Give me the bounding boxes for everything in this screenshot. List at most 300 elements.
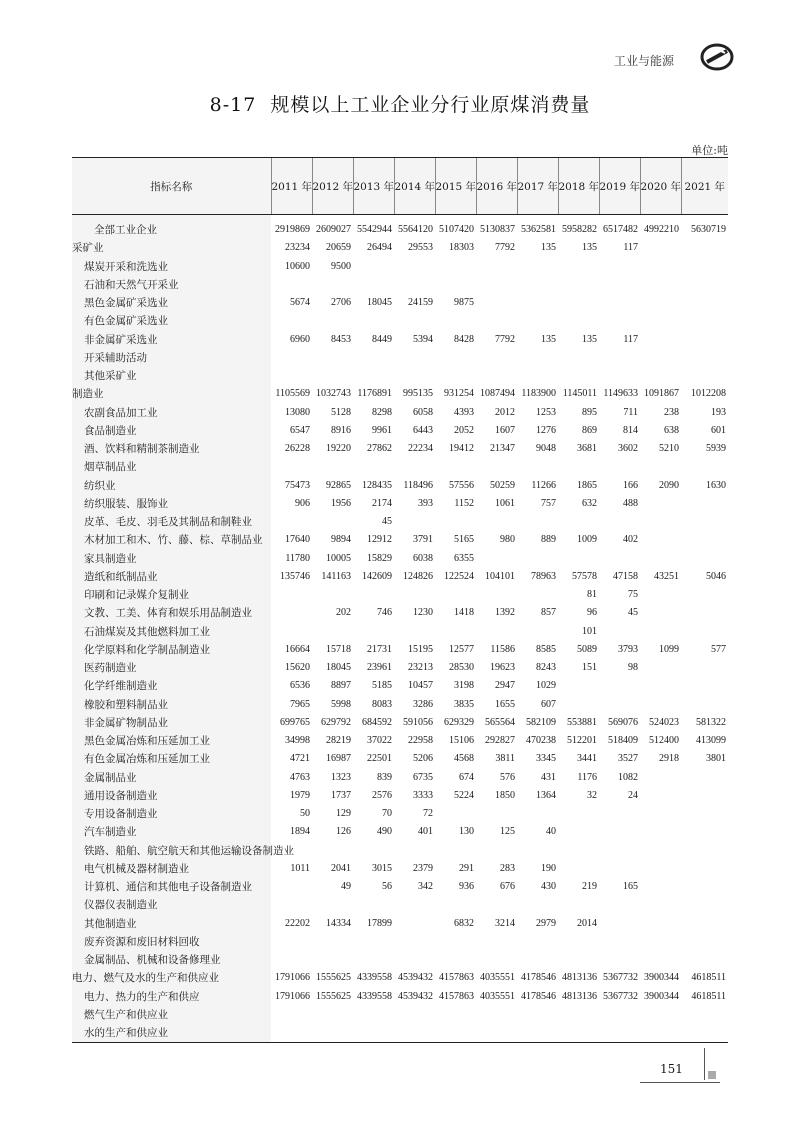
column-header-year: 2018 年	[558, 158, 599, 215]
table-cell: 1418	[454, 607, 474, 619]
table-cell: 18045	[367, 297, 392, 308]
table-cell: 2014	[577, 917, 597, 929]
table-cell: 3900344	[644, 972, 679, 984]
table-cell	[435, 367, 476, 385]
table-cell	[558, 696, 599, 714]
table-cell: 512400	[649, 735, 679, 746]
table-cell	[435, 842, 476, 860]
table-cell: 3793	[618, 643, 638, 655]
table-cell	[640, 276, 681, 294]
table-cell: 2576	[372, 789, 392, 801]
table-cell	[517, 367, 558, 385]
row-label: 电气机械及器材制造业	[72, 860, 271, 878]
table-cell: 26228	[285, 443, 310, 454]
table-row	[72, 294, 728, 312]
table-cell: 7792	[495, 333, 515, 345]
row-label: 非金属矿采选业	[72, 331, 271, 349]
table-cell	[517, 805, 558, 823]
table-cell	[271, 623, 312, 641]
table-cell	[640, 842, 681, 860]
column-header-year: 2019 年	[599, 158, 640, 215]
table-row	[72, 604, 728, 622]
table-cell	[640, 878, 681, 896]
table-cell: 22202	[285, 917, 310, 929]
table-cell: 524023	[649, 716, 679, 728]
table-cell: 202	[336, 607, 351, 619]
table-cell: 5939	[706, 443, 726, 454]
table-cell	[271, 604, 312, 622]
table-cell: 22234	[408, 443, 433, 454]
table-cell: 135	[582, 242, 597, 254]
table-cell	[312, 842, 353, 860]
table-cell	[640, 1006, 681, 1024]
table-cell	[476, 805, 517, 823]
table-cell: 869	[582, 424, 597, 436]
table-cell: 2052	[454, 424, 474, 436]
table-cell	[640, 349, 681, 367]
table-row	[72, 896, 728, 914]
table-cell: 28219	[326, 735, 351, 746]
table-cell	[558, 1024, 599, 1042]
table-cell	[353, 896, 394, 914]
table-cell: 2012	[495, 406, 515, 418]
table-number: 8-17	[209, 94, 257, 116]
table-cell	[435, 623, 476, 641]
table-cell: 980	[500, 534, 515, 546]
table-cell: 1323	[331, 771, 351, 783]
table-cell	[312, 1024, 353, 1042]
table-cell	[312, 276, 353, 294]
table-cell	[517, 276, 558, 294]
table-cell	[517, 312, 558, 330]
row-label: 文教、工美、体育和娱乐用品制造业	[72, 604, 271, 622]
table-cell	[517, 1006, 558, 1024]
table-cell: 581322	[696, 716, 726, 728]
table-cell	[312, 951, 353, 969]
table-cell: 4618511	[691, 990, 726, 1002]
table-cell	[435, 1006, 476, 1024]
table-cell	[640, 312, 681, 330]
table-cell: 1183900	[521, 388, 556, 400]
table-cell	[681, 805, 728, 823]
table-cell	[640, 933, 681, 951]
table-cell: 5224	[454, 789, 474, 801]
table-cell: 8916	[331, 424, 351, 436]
table-cell	[394, 896, 435, 914]
table-cell: 4721	[290, 753, 310, 765]
table-cell	[681, 1006, 728, 1024]
table-cell: 699765	[280, 716, 310, 728]
table-cell: 3198	[454, 680, 474, 692]
table-cell: 684592	[362, 716, 392, 728]
row-label: 纺织服装、服饰业	[72, 495, 271, 513]
table-cell	[435, 1024, 476, 1042]
table-cell: 17640	[285, 534, 310, 546]
table-cell: 632	[582, 497, 597, 509]
table-cell: 15106	[449, 735, 474, 746]
table-cell	[681, 458, 728, 476]
table-cell	[394, 1006, 435, 1024]
table-cell	[681, 294, 728, 312]
table-row	[72, 331, 728, 349]
row-label: 铁路、船舶、航空航天和其他运输设备制造业	[72, 842, 271, 860]
row-label: 通用设备制造业	[72, 787, 271, 805]
table-cell: 3345	[536, 753, 556, 765]
table-cell	[394, 458, 435, 476]
table-cell	[599, 1006, 640, 1024]
table-cell: 8897	[331, 680, 351, 692]
table-cell	[599, 1024, 640, 1042]
table-cell	[640, 696, 681, 714]
table-cell: 591056	[403, 716, 433, 728]
table-row	[72, 349, 728, 367]
table-cell: 553881	[567, 716, 597, 728]
table-cell	[558, 258, 599, 276]
table-cell: 283	[500, 862, 515, 874]
table-row	[72, 531, 728, 549]
table-header-row	[72, 158, 728, 215]
table-cell: 5165	[454, 534, 474, 546]
table-cell: 1087494	[480, 388, 515, 400]
table-cell: 3441	[577, 753, 597, 765]
section-header: 工业与能源	[614, 54, 675, 68]
table-cell	[312, 367, 353, 385]
table-cell	[394, 951, 435, 969]
table-row	[72, 787, 728, 805]
table-cell	[599, 805, 640, 823]
table-cell	[640, 495, 681, 513]
table-cell	[558, 550, 599, 568]
column-header-year: 2015 年	[435, 158, 476, 215]
table-cell	[394, 586, 435, 604]
table-cell: 5367732	[603, 972, 638, 984]
table-cell: 839	[377, 771, 392, 783]
table-cell: 126	[336, 826, 351, 838]
table-cell	[476, 367, 517, 385]
table-cell	[599, 367, 640, 385]
table-cell: 2609027	[316, 224, 351, 235]
table-row	[72, 969, 728, 987]
table-cell	[476, 1024, 517, 1042]
table-cell: 1149633	[603, 388, 638, 400]
table-cell: 49	[341, 881, 351, 892]
table-cell: 28530	[449, 662, 474, 673]
table-cell	[640, 659, 681, 677]
table-cell: 1029	[536, 680, 556, 692]
table-cell: 117	[623, 333, 638, 345]
row-label: 化学纤维制造业	[72, 677, 271, 695]
table-cell	[476, 933, 517, 951]
table-cell	[558, 458, 599, 476]
column-header-year: 2016 年	[476, 158, 517, 215]
table-cell: 577	[711, 643, 726, 655]
table-cell: 291	[459, 862, 474, 874]
table-cell	[435, 586, 476, 604]
table-cell	[476, 1006, 517, 1024]
table-cell: 711	[623, 406, 638, 418]
table-cell: 32	[587, 789, 597, 801]
table-cell: 470238	[526, 735, 556, 746]
table-cell	[640, 915, 681, 933]
table-row	[72, 915, 728, 933]
table-cell	[558, 842, 599, 860]
column-header-year: 2021 年	[681, 158, 728, 215]
table-cell	[435, 276, 476, 294]
table-cell	[476, 513, 517, 531]
table-cell: 165	[623, 881, 638, 892]
table-cell: 57578	[572, 570, 597, 582]
table-cell	[640, 604, 681, 622]
column-header-year: 2011 年	[271, 158, 312, 215]
table-row	[72, 367, 728, 385]
table-cell: 50259	[490, 479, 515, 491]
table-cell: 15829	[367, 552, 392, 564]
table-cell: 1032743	[316, 388, 351, 400]
table-cell: 125	[500, 826, 515, 838]
table-title: 规模以上工业企业分行业原煤消费量	[270, 94, 591, 116]
row-label: 有色金属冶炼和压延加工业	[72, 750, 271, 768]
table-cell: 5206	[413, 753, 433, 765]
table-cell	[435, 933, 476, 951]
table-cell: 29553	[408, 242, 433, 254]
table-cell: 8428	[454, 333, 474, 345]
table-cell: 4539432	[398, 972, 433, 984]
row-label: 制造业	[72, 385, 271, 403]
table-cell: 5542944	[357, 224, 392, 235]
table-cell: 6832	[454, 917, 474, 929]
table-cell	[558, 823, 599, 841]
table-cell: 104101	[485, 570, 515, 582]
table-cell: 1011	[290, 862, 310, 874]
table-cell: 5107420	[439, 224, 474, 235]
row-label: 仪器仪表制造业	[72, 896, 271, 914]
table-row	[72, 677, 728, 695]
table-cell: 5046	[706, 570, 726, 582]
table-cell: 11586	[490, 643, 515, 655]
table-cell: 166	[623, 479, 638, 491]
table-cell	[312, 933, 353, 951]
table-cell: 15718	[326, 643, 351, 655]
table-cell	[640, 860, 681, 878]
table-row	[72, 769, 728, 787]
table-cell: 4157863	[439, 972, 474, 984]
table-cell: 1555625	[316, 990, 351, 1002]
table-cell	[517, 294, 558, 312]
table-cell: 142609	[362, 570, 392, 582]
table-cell	[640, 294, 681, 312]
table-cell: 857	[541, 607, 556, 619]
table-cell: 72	[423, 808, 433, 819]
table-cell: 1105569	[275, 388, 310, 400]
table-cell: 8449	[372, 333, 392, 345]
table-cell	[681, 276, 728, 294]
table-cell: 19220	[326, 443, 351, 454]
table-cell: 6735	[413, 771, 433, 783]
table-cell: 219	[582, 881, 597, 892]
table-cell	[558, 276, 599, 294]
table-cell: 3801	[706, 753, 726, 765]
row-label: 其他制造业	[72, 915, 271, 933]
table-cell: 5394	[413, 333, 433, 345]
table-cell: 24159	[408, 297, 433, 308]
table-cell: 5362581	[521, 224, 556, 235]
table-cell	[517, 933, 558, 951]
table-cell	[640, 367, 681, 385]
table-cell: 75	[628, 589, 638, 600]
row-label: 电力、燃气及水的生产和供应业	[72, 969, 271, 987]
table-cell: 4813136	[562, 990, 597, 1002]
table-cell	[517, 842, 558, 860]
table-cell	[681, 769, 728, 787]
table-cell: 6058	[413, 406, 433, 418]
table-cell: 5998	[331, 698, 351, 710]
table-cell: 6443	[413, 424, 433, 436]
table-cell: 70	[382, 808, 392, 819]
table-body	[72, 215, 728, 1043]
table-cell: 9500	[331, 260, 351, 272]
table-cell: 1850	[495, 789, 515, 801]
table-row	[72, 385, 728, 403]
table-cell	[640, 677, 681, 695]
table-cell	[558, 294, 599, 312]
table-cell: 37022	[367, 735, 392, 746]
table-cell	[435, 312, 476, 330]
table-cell: 3900344	[644, 990, 679, 1002]
table-cell	[640, 258, 681, 276]
column-header-year: 2020 年	[640, 158, 681, 215]
table-cell	[271, 1024, 312, 1042]
table-cell: 4568	[454, 753, 474, 765]
table-cell	[681, 239, 728, 257]
table-cell: 23213	[408, 662, 433, 673]
table-cell: 4339558	[357, 972, 392, 984]
table-cell: 56	[382, 881, 392, 892]
table-cell	[599, 294, 640, 312]
table-cell: 1865	[577, 479, 597, 491]
bottom-rule	[72, 1042, 728, 1043]
table-cell: 1956	[331, 497, 351, 509]
table-cell: 518409	[608, 735, 638, 746]
table-cell: 5674	[290, 297, 310, 308]
table-cell: 1791066	[275, 990, 310, 1002]
table-row	[72, 258, 728, 276]
table-row	[72, 878, 728, 896]
table-cell: 936	[459, 881, 474, 892]
row-label: 煤炭开采和洗选业	[72, 258, 271, 276]
table-cell: 1791066	[275, 972, 310, 984]
table-cell	[681, 258, 728, 276]
table-cell: 47158	[613, 570, 638, 582]
table-cell: 15195	[408, 643, 433, 655]
table-cell	[394, 842, 435, 860]
table-cell	[599, 550, 640, 568]
table-row	[72, 641, 728, 659]
table-cell	[599, 933, 640, 951]
table-cell	[353, 1006, 394, 1024]
table-cell	[640, 896, 681, 914]
row-label: 皮革、毛皮、羽毛及其制品和制鞋业	[72, 513, 271, 531]
table-cell	[599, 842, 640, 860]
table-cell: 5128	[331, 406, 351, 418]
table-cell: 7792	[495, 242, 515, 254]
table-cell	[476, 550, 517, 568]
table-cell: 2090	[659, 479, 679, 491]
table-cell: 128435	[362, 479, 392, 491]
table-cell	[394, 1024, 435, 1042]
row-label: 家具制造业	[72, 550, 271, 568]
table-cell: 931254	[444, 388, 474, 400]
row-label: 燃气生产和供应业	[72, 1006, 271, 1024]
table-cell: 4178546	[521, 972, 556, 984]
table-cell	[312, 513, 353, 531]
table-cell	[640, 331, 681, 349]
table-cell: 1176891	[357, 388, 392, 400]
table-cell	[435, 258, 476, 276]
table-cell	[476, 258, 517, 276]
table-cell	[353, 623, 394, 641]
table-cell	[476, 623, 517, 641]
table-cell: 11780	[285, 552, 310, 564]
table-row	[72, 659, 728, 677]
row-label: 其他采矿业	[72, 367, 271, 385]
row-label: 电力、热力的生产和供应	[72, 988, 271, 1006]
table-cell: 4539432	[398, 990, 433, 1002]
row-label: 烟草制品业	[72, 458, 271, 476]
table-cell	[599, 623, 640, 641]
table-cell: 1364	[536, 789, 556, 801]
table-cell: 1630	[706, 479, 726, 491]
table-cell: 1655	[495, 698, 515, 710]
table-cell: 141163	[321, 570, 351, 582]
table-cell	[353, 276, 394, 294]
row-label: 印刷和记录媒介复制业	[72, 586, 271, 604]
row-label: 金属制品、机械和设备修理业	[72, 951, 271, 969]
table-cell	[558, 896, 599, 914]
table-cell: 638	[664, 424, 679, 436]
table-cell	[353, 842, 394, 860]
row-label: 专用设备制造业	[72, 805, 271, 823]
table-cell	[271, 933, 312, 951]
table-cell	[640, 550, 681, 568]
column-header-indicator: 指标名称	[72, 158, 271, 215]
table-row	[72, 312, 728, 330]
table-cell: 4763	[290, 771, 310, 783]
table-cell: 582109	[526, 716, 556, 728]
table-cell	[640, 823, 681, 841]
table-cell	[353, 367, 394, 385]
table-cell: 4339558	[357, 990, 392, 1002]
table-cell: 6536	[290, 680, 310, 692]
table-cell	[558, 312, 599, 330]
table-cell	[435, 805, 476, 823]
table-cell	[681, 696, 728, 714]
table-cell: 124826	[403, 570, 433, 582]
table-cell	[599, 915, 640, 933]
table-cell	[394, 276, 435, 294]
table-cell	[681, 331, 728, 349]
footer-rule-vertical	[704, 1048, 705, 1080]
table-cell	[599, 458, 640, 476]
table-cell: 5130837	[480, 224, 515, 235]
table-cell	[599, 951, 640, 969]
table-row	[72, 1006, 728, 1024]
table-cell	[312, 586, 353, 604]
table-cell: 1253	[536, 406, 556, 418]
row-label: 开采辅助活动	[72, 349, 271, 367]
table-cell: 2919869	[275, 224, 310, 235]
table-cell: 512201	[567, 735, 597, 746]
table-cell	[681, 951, 728, 969]
